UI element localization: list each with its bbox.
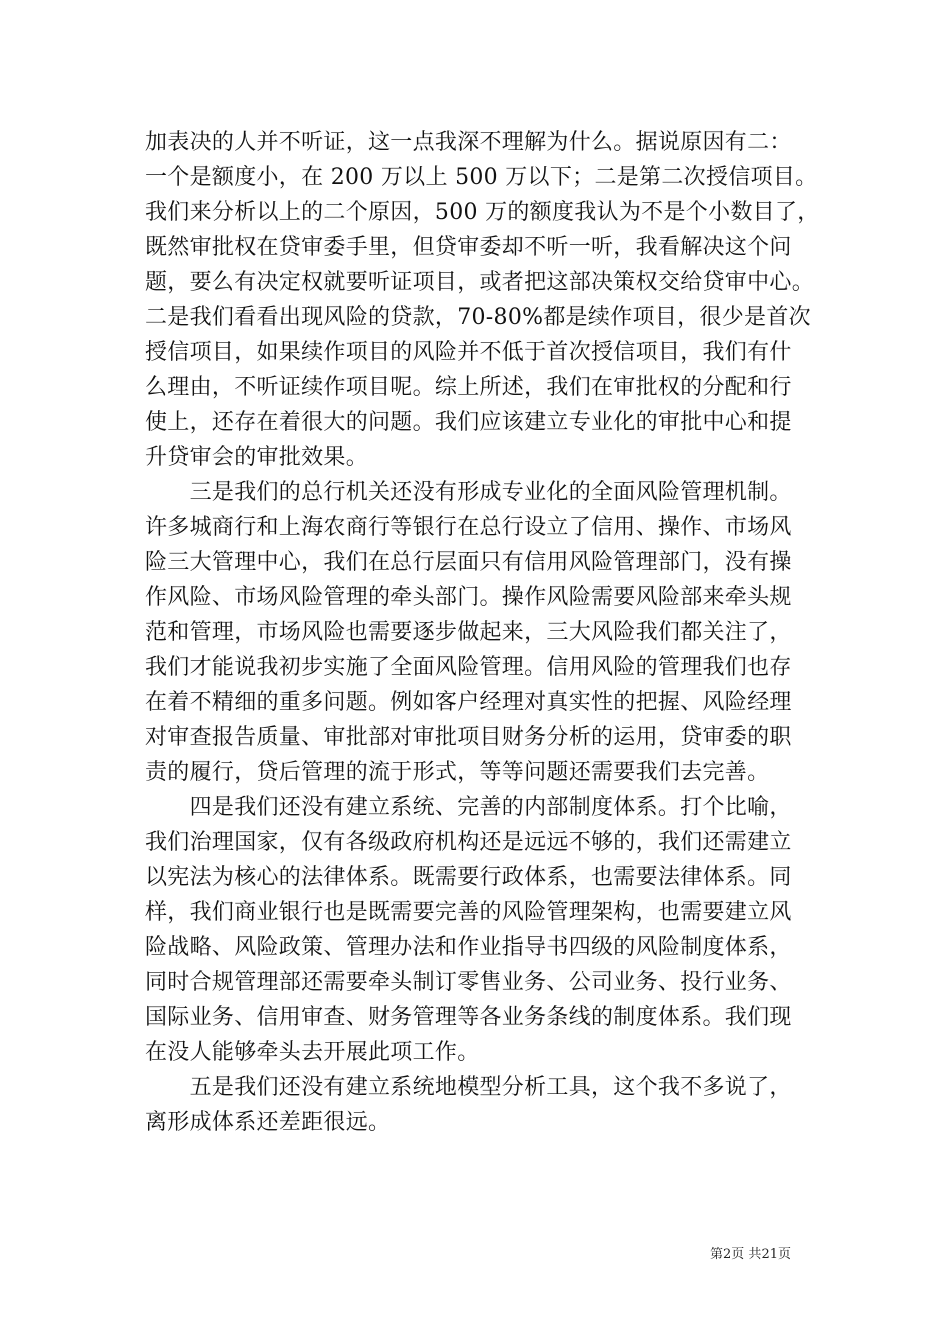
text-line: 么理由，不听证续作项目呢。综上所述，我们在审批权的分配和行 xyxy=(145,375,792,400)
text-line: 样，我们商业银行也是既需要完善的风险管理架构，也需要建立风 xyxy=(145,900,792,925)
text-line: 我们来分析以上的二个原因，500 万的额度我认为不是个小数目了， xyxy=(145,200,820,225)
current-page-number: 2 xyxy=(723,1247,732,1262)
text-line: 作风险、市场风险管理的牵头部门。操作风险需要风险部来牵头规 xyxy=(145,585,792,610)
text-line: 在没人能够牵头去开展此项工作。 xyxy=(145,1040,480,1065)
text-line: 国际业务、信用审查、财务管理等各业务条线的制度体系。我们现 xyxy=(145,1005,792,1030)
footer-middle: 页 共 xyxy=(731,1247,762,1262)
footer-suffix: 页 xyxy=(777,1247,791,1262)
text-line: 三是我们的总行机关还没有形成专业化的全面风险管理机制。 xyxy=(145,480,792,505)
text-line: 授信项目，如果续作项目的风险并不低于首次授信项目，我们有什 xyxy=(145,340,792,365)
text-line: 使上，还存在着很大的问题。我们应该建立专业化的审批中心和提 xyxy=(145,410,792,435)
text-line: 既然审批权在贷审委手里，但贷审委却不听一听，我看解决这个问 xyxy=(145,235,792,260)
text-line: 许多城商行和上海农商行等银行在总行设立了信用、操作、市场风 xyxy=(145,515,792,540)
page-number-indicator xyxy=(710,1243,791,1262)
total-pages-number: 21 xyxy=(761,1247,778,1262)
text-line: 二是我们看看出现风险的贷款，70-80%都是续作项目，很少是首次 xyxy=(145,305,811,330)
text-line: 题，要么有决定权就要听证项目，或者把这部决策权交给贷审中心。 xyxy=(145,270,815,295)
text-line: 范和管理，市场风险也需要逐步做起来，三大风险我们都关注了， xyxy=(145,620,792,645)
text-line: 在着不精细的重多问题。例如客户经理对真实性的把握、风险经理 xyxy=(145,690,792,715)
text-line: 四是我们还没有建立系统、完善的内部制度体系。打个比喻， xyxy=(145,795,792,820)
text-line: 险战略、风险政策、管理办法和作业指导书四级的风险制度体系， xyxy=(145,935,792,960)
text-line: 一个是额度小，在 200 万以上 500 万以下；二是第二次授信项目。 xyxy=(145,165,818,190)
text-line: 五是我们还没有建立系统地模型分析工具，这个我不多说了， xyxy=(145,1075,792,1100)
text-line: 升贷审会的审批效果。 xyxy=(145,445,369,470)
text-line: 险三大管理中心，我们在总行层面只有信用风险管理部门，没有操 xyxy=(145,550,792,575)
text-line: 同时合规管理部还需要牵头制订零售业务、公司业务、投行业务、 xyxy=(145,970,792,995)
text-line: 我们才能说我初步实施了全面风险管理。信用风险的管理我们也存 xyxy=(145,655,792,680)
document-body xyxy=(145,125,825,1140)
text-line: 加表决的人并不听证，这一点我深不理解为什么。据说原因有二： xyxy=(145,130,792,155)
text-line: 我们治理国家，仅有各级政府机构还是远远不够的，我们还需建立 xyxy=(145,830,792,855)
text-line: 责的履行，贷后管理的流于形式，等等问题还需要我们去完善。 xyxy=(145,760,770,785)
footer-prefix: 第 xyxy=(710,1247,724,1262)
text-line: 以宪法为核心的法律体系。既需要行政体系，也需要法律体系。同 xyxy=(145,865,792,890)
text-line: 对审查报告质量、审批部对审批项目财务分析的运用，贷审委的职 xyxy=(145,725,792,750)
text-line: 离形成体系还差距很远。 xyxy=(145,1110,391,1135)
